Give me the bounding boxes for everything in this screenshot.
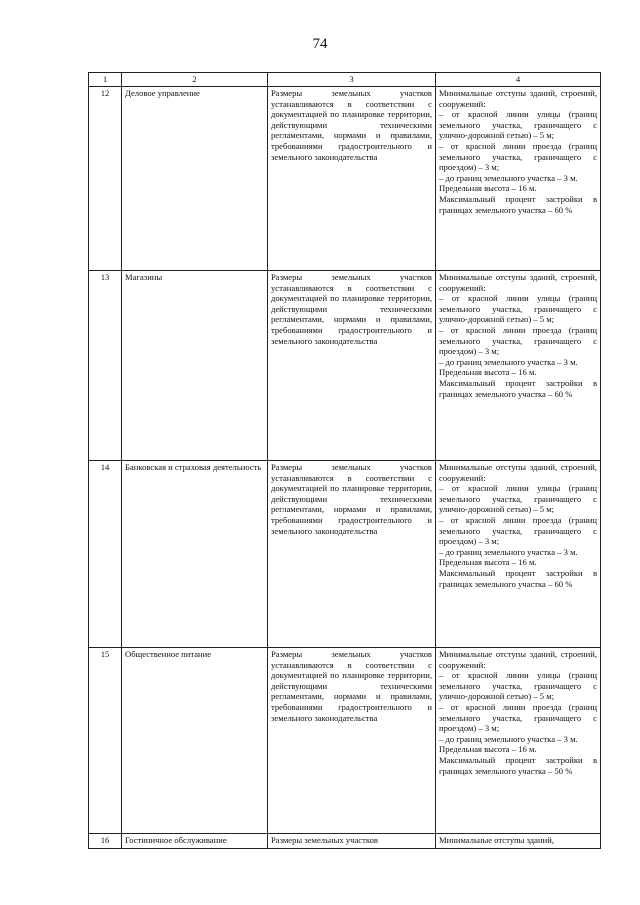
params-line: Минимальные отступы зданий, строений, сооружений: <box>439 649 597 670</box>
table-row <box>89 834 601 849</box>
params-line: – от красной линии улицы (границ земельного участка, граничащего с улично-дорожной сетью) – 5 м; <box>439 483 597 515</box>
plot-size-text: Размеры земельных участков <box>268 834 436 849</box>
params-line: Максимальный процент застройки в границах земельного участка – 50 % <box>439 754 597 776</box>
row-number: 16 <box>89 834 122 849</box>
land-use-table <box>88 72 601 849</box>
build-params <box>436 461 601 648</box>
params-line: Максимальный процент застройки в границах земельного участка – 60 % <box>439 377 597 399</box>
params-line: Предельная высота – 16 м. <box>439 557 537 568</box>
params-line: – от красной линии проезда (границ земельного участка, граничащего с проездом) – 3 м; <box>439 324 597 357</box>
plot-size-text: Размеры земельных участков устанавливаются в соответствии с документацией по планировке территории, действующими техническими регламентами, нормами и правилами, требованиями градостроительного и земельного законодательства <box>268 271 436 461</box>
plot-size-text: Размеры земельных участков устанавливаются в соответствии с документацией по планировке территории, действующими техническими регламентами, нормами и правилами, требованиями градостроительного и земельного законодательства <box>268 648 436 834</box>
table-row <box>89 87 601 271</box>
params-line: Предельная высота – 16 м. <box>439 367 537 378</box>
table-row <box>89 648 601 834</box>
params-line: – от красной линии проезда (границ земельного участка, граничащего с проездом) – 3 м; <box>439 140 597 173</box>
build-params <box>436 648 601 834</box>
plot-size-text: Размеры земельных участков устанавливаются в соответствии с документацией по планировке территории, действующими техническими регламентами, нормами и правилами, требованиями градостроительного и земельного законодательства <box>268 87 436 271</box>
use-type-name: Гостиничное обслуживание <box>122 834 268 849</box>
params-line: Предельная высота – 16 м. <box>439 744 537 755</box>
row-number: 15 <box>89 648 122 834</box>
params-line: Предельная высота – 16 м. <box>439 183 537 194</box>
use-type-name: Деловое управление <box>122 87 268 271</box>
build-params <box>436 271 601 461</box>
column-header: 1 <box>89 73 122 87</box>
params-line: – до границ земельного участка – 3 м. <box>439 733 578 744</box>
params-line: Максимальный процент застройки в границах земельного участка – 60 % <box>439 193 597 215</box>
use-type-name: Общественное питание <box>122 648 268 834</box>
params-line: – от красной линии улицы (границ земельного участка, граничащего с улично-дорожной сетью) – 5 м; <box>439 109 597 141</box>
row-number: 12 <box>89 87 122 271</box>
params-line: Минимальные отступы зданий, строений, сооружений: <box>439 462 597 483</box>
params-line: – от красной линии улицы (границ земельного участка, граничащего с улично-дорожной сетью) – 5 м; <box>439 670 597 702</box>
params-line: Минимальные отступы зданий, строений, сооружений: <box>439 88 597 109</box>
params-line: Максимальный процент застройки в границах земельного участка – 60 % <box>439 567 597 589</box>
build-params: Минимальные отступы зданий, <box>436 834 601 849</box>
column-header: 2 <box>122 73 268 87</box>
column-header: 3 <box>268 73 436 87</box>
params-line: – от красной линии улицы (границ земельного участка, граничащего с улично-дорожной сетью) – 5 м; <box>439 293 597 325</box>
params-line: – до границ земельного участка – 3 м. <box>439 172 578 183</box>
params-line: – до границ земельного участка – 3 м. <box>439 546 578 557</box>
plot-size-text: Размеры земельных участков устанавливаются в соответствии с документацией по планировке территории, действующими техническими регламентами, нормами и правилами, требованиями градостроительного и земельного законодательства <box>268 461 436 648</box>
row-number: 14 <box>89 461 122 648</box>
row-number: 13 <box>89 271 122 461</box>
table-header-row <box>89 73 601 87</box>
page-number: 74 <box>312 36 328 52</box>
build-params <box>436 87 601 271</box>
params-line: Минимальные отступы зданий, строений, сооружений: <box>439 272 597 293</box>
params-line: – до границ земельного участка – 3 м. <box>439 356 578 367</box>
params-line: – от красной линии проезда (границ земельного участка, граничащего с проездом) – 3 м; <box>439 701 597 734</box>
params-line: – от красной линии проезда (границ земельного участка, граничащего с проездом) – 3 м; <box>439 514 597 547</box>
column-header: 4 <box>436 73 601 87</box>
use-type-name: Банковская и страховая деятельность <box>122 461 268 648</box>
table-row <box>89 461 601 648</box>
table-row <box>89 271 601 461</box>
use-type-name: Магазины <box>122 271 268 461</box>
